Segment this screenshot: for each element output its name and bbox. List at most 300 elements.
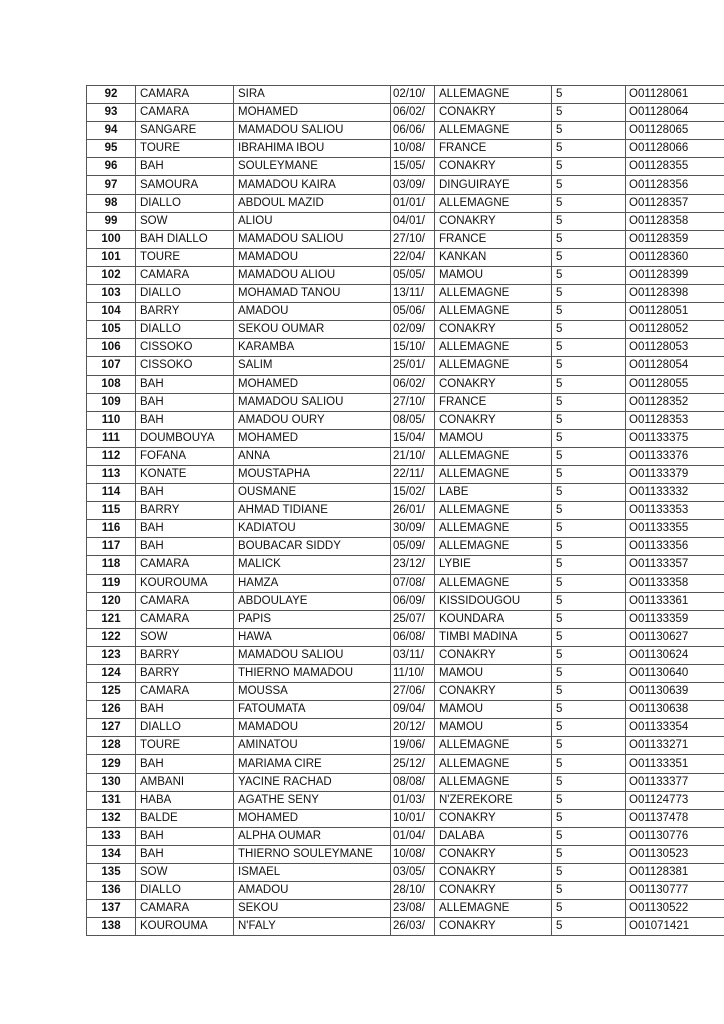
birth-date-cell: 06/09/: [391, 592, 435, 610]
birth-place-cell: LYBIE: [435, 556, 552, 574]
table-row: [87, 194, 724, 212]
birth-date-cell: 06/06/: [391, 122, 435, 140]
first-name-cell: THIERNO MAMADOU: [234, 665, 391, 683]
last-name-cell: SOW: [136, 212, 234, 230]
table-row: [87, 158, 724, 176]
birth-date-cell: 27/06/: [391, 683, 435, 701]
birth-place-cell: MAMOU: [435, 665, 552, 683]
last-name-cell: BAH: [136, 538, 234, 556]
last-name-cell: TOURE: [136, 248, 234, 266]
last-name-cell: BAH: [136, 375, 234, 393]
birth-place-cell: CONAKRY: [435, 321, 552, 339]
row-number: 111: [87, 429, 136, 447]
first-name-cell: MOUSTAPHA: [234, 465, 391, 483]
table-row: [87, 900, 724, 918]
student-id-cell: O01128066: [626, 140, 724, 158]
birth-date-cell: 06/02/: [391, 375, 435, 393]
birth-place-cell: MAMOU: [435, 719, 552, 737]
row-number: 133: [87, 827, 136, 845]
birth-date-cell: 02/10/: [391, 86, 435, 104]
class-cell: 5: [552, 538, 626, 556]
birth-date-cell: 01/01/: [391, 194, 435, 212]
row-number: 128: [87, 737, 136, 755]
birth-date-cell: 22/04/: [391, 248, 435, 266]
first-name-cell: SIRA: [234, 86, 391, 104]
birth-place-cell: FRANCE: [435, 230, 552, 248]
first-name-cell: KADIATOU: [234, 520, 391, 538]
last-name-cell: BAH: [136, 393, 234, 411]
table-row: [87, 230, 724, 248]
row-number: 101: [87, 248, 136, 266]
class-cell: 5: [552, 918, 626, 936]
first-name-cell: PAPIS: [234, 610, 391, 628]
birth-place-cell: ALLEMAGNE: [435, 900, 552, 918]
birth-place-cell: DINGUIRAYE: [435, 176, 552, 194]
first-name-cell: MALICK: [234, 556, 391, 574]
first-name-cell: N'FALY: [234, 918, 391, 936]
birth-date-cell: 15/02/: [391, 484, 435, 502]
row-number: 92: [87, 86, 136, 104]
row-number: 126: [87, 701, 136, 719]
birth-date-cell: 28/10/: [391, 882, 435, 900]
birth-date-cell: 03/05/: [391, 864, 435, 882]
birth-place-cell: ALLEMAGNE: [435, 755, 552, 773]
student-id-cell: O01130777: [626, 882, 724, 900]
last-name-cell: DIALLO: [136, 882, 234, 900]
class-cell: 5: [552, 646, 626, 664]
table-row: [87, 140, 724, 158]
birth-place-cell: CONAKRY: [435, 104, 552, 122]
table-row: [87, 755, 724, 773]
row-number: 99: [87, 212, 136, 230]
first-name-cell: KARAMBA: [234, 339, 391, 357]
birth-place-cell: ALLEMAGNE: [435, 357, 552, 375]
row-number: 114: [87, 484, 136, 502]
birth-place-cell: ALLEMAGNE: [435, 520, 552, 538]
student-id-cell: O01128051: [626, 303, 724, 321]
birth-date-cell: 06/02/: [391, 104, 435, 122]
first-name-cell: AMADOU: [234, 882, 391, 900]
student-id-cell: O01130776: [626, 827, 724, 845]
class-cell: 5: [552, 610, 626, 628]
first-name-cell: ALIOU: [234, 212, 391, 230]
first-name-cell: THIERNO SOULEYMANE: [234, 845, 391, 863]
row-number: 119: [87, 574, 136, 592]
first-name-cell: ANNA: [234, 447, 391, 465]
last-name-cell: BARRY: [136, 502, 234, 520]
birth-date-cell: 20/12/: [391, 719, 435, 737]
class-cell: 5: [552, 285, 626, 303]
table-row: [87, 212, 724, 230]
row-number: 100: [87, 230, 136, 248]
birth-place-cell: CONAKRY: [435, 809, 552, 827]
birth-place-cell: MAMOU: [435, 266, 552, 284]
last-name-cell: BAH DIALLO: [136, 230, 234, 248]
last-name-cell: BAH: [136, 484, 234, 502]
class-cell: 5: [552, 701, 626, 719]
last-name-cell: SOW: [136, 864, 234, 882]
last-name-cell: CAMARA: [136, 86, 234, 104]
last-name-cell: CAMARA: [136, 556, 234, 574]
last-name-cell: BARRY: [136, 665, 234, 683]
class-cell: 5: [552, 266, 626, 284]
table-row: [87, 502, 724, 520]
row-number: 118: [87, 556, 136, 574]
first-name-cell: MAMADOU ALIOU: [234, 266, 391, 284]
birth-date-cell: 10/08/: [391, 140, 435, 158]
first-name-cell: MAMADOU SALIOU: [234, 646, 391, 664]
class-cell: 5: [552, 755, 626, 773]
birth-place-cell: CONAKRY: [435, 158, 552, 176]
last-name-cell: TOURE: [136, 737, 234, 755]
class-cell: 5: [552, 248, 626, 266]
birth-place-cell: CONAKRY: [435, 646, 552, 664]
table-row: [87, 375, 724, 393]
table-row: [87, 683, 724, 701]
last-name-cell: KOUROUMA: [136, 574, 234, 592]
row-number: 122: [87, 628, 136, 646]
class-cell: 5: [552, 809, 626, 827]
birth-date-cell: 11/10/: [391, 665, 435, 683]
class-cell: 5: [552, 375, 626, 393]
table-row: [87, 701, 724, 719]
table-row: [87, 447, 724, 465]
student-id-cell: O01128356: [626, 176, 724, 194]
table-row: [87, 321, 724, 339]
table-row: [87, 665, 724, 683]
birth-date-cell: 01/03/: [391, 791, 435, 809]
birth-date-cell: 04/01/: [391, 212, 435, 230]
birth-place-cell: KISSIDOUGOU: [435, 592, 552, 610]
birth-date-cell: 02/09/: [391, 321, 435, 339]
class-cell: 5: [552, 321, 626, 339]
student-id-cell: O01130624: [626, 646, 724, 664]
first-name-cell: SEKOU: [234, 900, 391, 918]
student-id-cell: O01130522: [626, 900, 724, 918]
last-name-cell: CAMARA: [136, 592, 234, 610]
first-name-cell: AGATHE SENY: [234, 791, 391, 809]
table-row: [87, 737, 724, 755]
class-cell: 5: [552, 773, 626, 791]
table-row: [87, 809, 724, 827]
birth-date-cell: 22/11/: [391, 465, 435, 483]
table-row: [87, 411, 724, 429]
row-number: 116: [87, 520, 136, 538]
class-cell: 5: [552, 86, 626, 104]
birth-place-cell: MAMOU: [435, 701, 552, 719]
last-name-cell: TOURE: [136, 140, 234, 158]
table-row: [87, 646, 724, 664]
table-row: [87, 882, 724, 900]
student-id-cell: O01130638: [626, 701, 724, 719]
class-cell: 5: [552, 357, 626, 375]
birth-place-cell: CONAKRY: [435, 918, 552, 936]
birth-date-cell: 25/12/: [391, 755, 435, 773]
row-number: 132: [87, 809, 136, 827]
first-name-cell: MOHAMED: [234, 375, 391, 393]
student-id-cell: O01128358: [626, 212, 724, 230]
class-cell: 5: [552, 140, 626, 158]
student-id-cell: O01130640: [626, 665, 724, 683]
first-name-cell: ABDOULAYE: [234, 592, 391, 610]
table-row: [87, 104, 724, 122]
row-number: 106: [87, 339, 136, 357]
birth-place-cell: LABE: [435, 484, 552, 502]
table-row: [87, 538, 724, 556]
class-cell: 5: [552, 737, 626, 755]
row-number: 129: [87, 755, 136, 773]
row-number: 109: [87, 393, 136, 411]
birth-place-cell: ALLEMAGNE: [435, 465, 552, 483]
birth-date-cell: 10/01/: [391, 809, 435, 827]
student-id-cell: O01130523: [626, 845, 724, 863]
last-name-cell: KONATE: [136, 465, 234, 483]
birth-date-cell: 03/09/: [391, 176, 435, 194]
last-name-cell: SANGARE: [136, 122, 234, 140]
birth-place-cell: ALLEMAGNE: [435, 574, 552, 592]
birth-place-cell: FRANCE: [435, 393, 552, 411]
student-id-cell: O01133353: [626, 502, 724, 520]
row-number: 115: [87, 502, 136, 520]
last-name-cell: CAMARA: [136, 610, 234, 628]
last-name-cell: CAMARA: [136, 683, 234, 701]
class-cell: 5: [552, 429, 626, 447]
birth-place-cell: CONAKRY: [435, 375, 552, 393]
birth-date-cell: 21/10/: [391, 447, 435, 465]
class-cell: 5: [552, 628, 626, 646]
table-row: [87, 592, 724, 610]
class-cell: 5: [552, 447, 626, 465]
class-cell: 5: [552, 900, 626, 918]
row-number: 123: [87, 646, 136, 664]
last-name-cell: CISSOKO: [136, 339, 234, 357]
last-name-cell: AMBANI: [136, 773, 234, 791]
class-cell: 5: [552, 574, 626, 592]
row-number: 138: [87, 918, 136, 936]
row-number: 125: [87, 683, 136, 701]
row-number: 107: [87, 357, 136, 375]
first-name-cell: ISMAEL: [234, 864, 391, 882]
table-row: [87, 918, 724, 936]
row-number: 108: [87, 375, 136, 393]
table-row: [87, 176, 724, 194]
first-name-cell: FATOUMATA: [234, 701, 391, 719]
student-id-cell: O01133359: [626, 610, 724, 628]
row-number: 124: [87, 665, 136, 683]
class-cell: 5: [552, 719, 626, 737]
student-id-cell: O01128359: [626, 230, 724, 248]
first-name-cell: IBRAHIMA IBOU: [234, 140, 391, 158]
table-row: [87, 791, 724, 809]
class-cell: 5: [552, 882, 626, 900]
student-id-cell: O01133354: [626, 719, 724, 737]
last-name-cell: BARRY: [136, 303, 234, 321]
birth-place-cell: ALLEMAGNE: [435, 339, 552, 357]
birth-date-cell: 26/03/: [391, 918, 435, 936]
last-name-cell: HABA: [136, 791, 234, 809]
table-row: [87, 357, 724, 375]
table-row: [87, 122, 724, 140]
birth-place-cell: FRANCE: [435, 140, 552, 158]
last-name-cell: DIALLO: [136, 285, 234, 303]
first-name-cell: MOHAMAD TANOU: [234, 285, 391, 303]
class-cell: 5: [552, 827, 626, 845]
last-name-cell: BAH: [136, 411, 234, 429]
class-cell: 5: [552, 411, 626, 429]
student-id-cell: O01128352: [626, 393, 724, 411]
student-id-cell: O01128054: [626, 357, 724, 375]
birth-date-cell: 25/01/: [391, 357, 435, 375]
birth-date-cell: 27/10/: [391, 393, 435, 411]
class-cell: 5: [552, 665, 626, 683]
table-row: [87, 303, 724, 321]
table-row: [87, 773, 724, 791]
birth-date-cell: 08/08/: [391, 773, 435, 791]
birth-place-cell: ALLEMAGNE: [435, 538, 552, 556]
row-number: 117: [87, 538, 136, 556]
birth-date-cell: 01/04/: [391, 827, 435, 845]
student-id-cell: O01133356: [626, 538, 724, 556]
birth-date-cell: 07/08/: [391, 574, 435, 592]
row-number: 120: [87, 592, 136, 610]
birth-place-cell: ALLEMAGNE: [435, 122, 552, 140]
student-id-cell: O01128355: [626, 158, 724, 176]
birth-place-cell: CONAKRY: [435, 683, 552, 701]
row-number: 136: [87, 882, 136, 900]
last-name-cell: DIALLO: [136, 321, 234, 339]
first-name-cell: HAMZA: [234, 574, 391, 592]
student-id-cell: O01128399: [626, 266, 724, 284]
first-name-cell: HAWA: [234, 628, 391, 646]
table-row: [87, 574, 724, 592]
birth-date-cell: 30/09/: [391, 520, 435, 538]
student-id-cell: O01128360: [626, 248, 724, 266]
first-name-cell: AMADOU OURY: [234, 411, 391, 429]
row-number: 135: [87, 864, 136, 882]
class-cell: 5: [552, 104, 626, 122]
student-table: [86, 85, 724, 936]
last-name-cell: CISSOKO: [136, 357, 234, 375]
first-name-cell: AMINATOU: [234, 737, 391, 755]
student-id-cell: O01128052: [626, 321, 724, 339]
first-name-cell: MOHAMED: [234, 104, 391, 122]
table-row: [87, 339, 724, 357]
row-number: 96: [87, 158, 136, 176]
class-cell: 5: [552, 484, 626, 502]
first-name-cell: MARIAMA CIRE: [234, 755, 391, 773]
row-number: 102: [87, 266, 136, 284]
student-id-cell: O01128398: [626, 285, 724, 303]
table-row: [87, 285, 724, 303]
class-cell: 5: [552, 845, 626, 863]
last-name-cell: BAH: [136, 701, 234, 719]
last-name-cell: BALDE: [136, 809, 234, 827]
first-name-cell: OUSMANE: [234, 484, 391, 502]
first-name-cell: BOUBACAR SIDDY: [234, 538, 391, 556]
row-number: 110: [87, 411, 136, 429]
birth-date-cell: 10/08/: [391, 845, 435, 863]
table-row: [87, 628, 724, 646]
student-id-cell: O01133351: [626, 755, 724, 773]
first-name-cell: YACINE RACHAD: [234, 773, 391, 791]
last-name-cell: BAH: [136, 827, 234, 845]
student-id-cell: O01128053: [626, 339, 724, 357]
table-row: [87, 86, 724, 104]
birth-place-cell: ALLEMAGNE: [435, 773, 552, 791]
first-name-cell: AHMAD TIDIANE: [234, 502, 391, 520]
first-name-cell: SEKOU OUMAR: [234, 321, 391, 339]
last-name-cell: DIALLO: [136, 719, 234, 737]
birth-place-cell: CONAKRY: [435, 845, 552, 863]
first-name-cell: MOUSSA: [234, 683, 391, 701]
last-name-cell: FOFANA: [136, 447, 234, 465]
student-id-cell: O01133332: [626, 484, 724, 502]
table-row: [87, 610, 724, 628]
student-id-cell: O01133358: [626, 574, 724, 592]
student-id-cell: O01128353: [626, 411, 724, 429]
birth-date-cell: 05/05/: [391, 266, 435, 284]
birth-place-cell: ALLEMAGNE: [435, 502, 552, 520]
birth-date-cell: 15/05/: [391, 158, 435, 176]
class-cell: 5: [552, 465, 626, 483]
birth-place-cell: CONAKRY: [435, 411, 552, 429]
birth-date-cell: 15/10/: [391, 339, 435, 357]
birth-date-cell: 25/07/: [391, 610, 435, 628]
student-id-cell: O01128064: [626, 104, 724, 122]
first-name-cell: MAMADOU: [234, 248, 391, 266]
birth-date-cell: 15/04/: [391, 429, 435, 447]
class-cell: 5: [552, 592, 626, 610]
last-name-cell: KOUROUMA: [136, 918, 234, 936]
class-cell: 5: [552, 158, 626, 176]
class-cell: 5: [552, 520, 626, 538]
class-cell: 5: [552, 176, 626, 194]
row-number: 113: [87, 465, 136, 483]
birth-place-cell: ALLEMAGNE: [435, 447, 552, 465]
first-name-cell: MAMADOU KAIRA: [234, 176, 391, 194]
birth-date-cell: 19/06/: [391, 737, 435, 755]
table-row: [87, 827, 724, 845]
birth-date-cell: 27/10/: [391, 230, 435, 248]
class-cell: 5: [552, 194, 626, 212]
row-number: 137: [87, 900, 136, 918]
student-id-cell: O01128065: [626, 122, 724, 140]
student-id-cell: O01124773: [626, 791, 724, 809]
first-name-cell: ABDOUL MAZID: [234, 194, 391, 212]
student-id-cell: O01128055: [626, 375, 724, 393]
birth-date-cell: 23/08/: [391, 900, 435, 918]
student-id-cell: O01133377: [626, 773, 724, 791]
birth-place-cell: ALLEMAGNE: [435, 303, 552, 321]
last-name-cell: BAH: [136, 845, 234, 863]
last-name-cell: CAMARA: [136, 900, 234, 918]
last-name-cell: CAMARA: [136, 266, 234, 284]
row-number: 104: [87, 303, 136, 321]
birth-place-cell: CONAKRY: [435, 882, 552, 900]
birth-place-cell: ALLEMAGNE: [435, 86, 552, 104]
last-name-cell: DIALLO: [136, 194, 234, 212]
table-row: [87, 520, 724, 538]
birth-date-cell: 09/04/: [391, 701, 435, 719]
row-number: 127: [87, 719, 136, 737]
row-number: 93: [87, 104, 136, 122]
row-number: 94: [87, 122, 136, 140]
last-name-cell: BAH: [136, 520, 234, 538]
birth-date-cell: 23/12/: [391, 556, 435, 574]
student-id-cell: O01133361: [626, 592, 724, 610]
row-number: 131: [87, 791, 136, 809]
student-id-cell: O01071421: [626, 918, 724, 936]
